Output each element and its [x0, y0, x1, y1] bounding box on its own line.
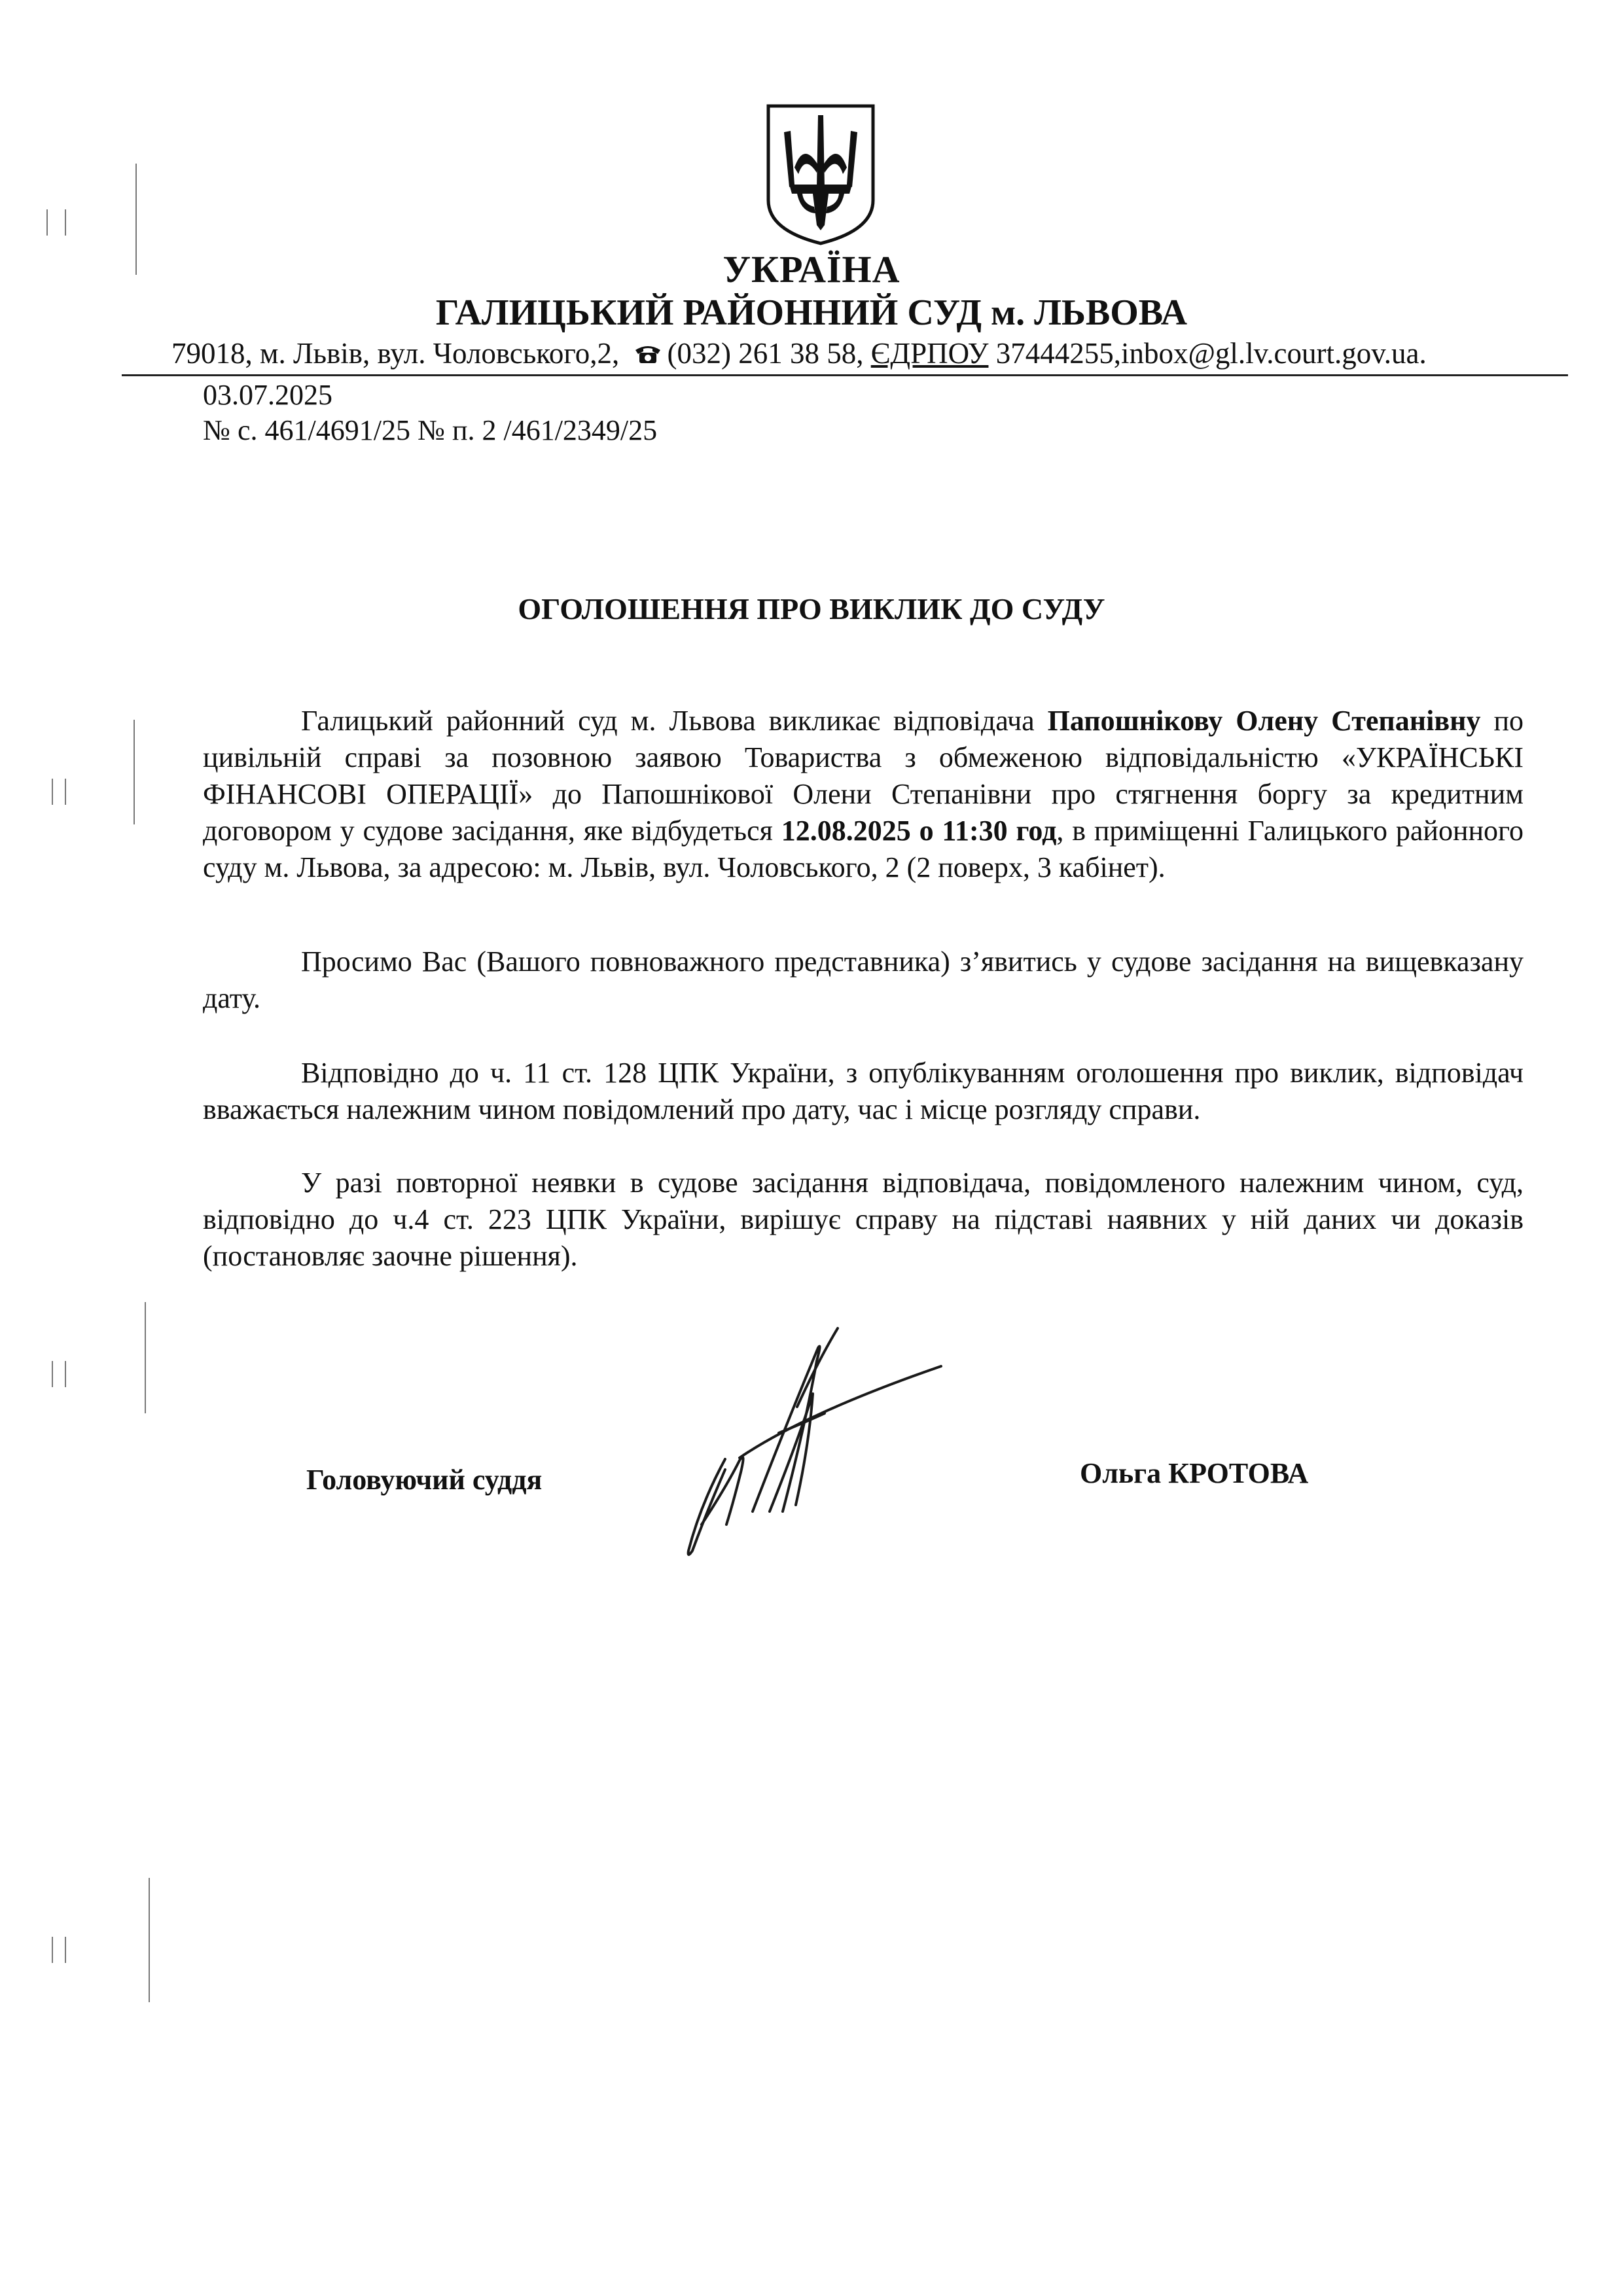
court-name-heading: ГАЛИЦЬКИЙ РАЙОННИЙ СУД м. ЛЬВОВА: [435, 292, 1188, 333]
header-divider: [122, 374, 1568, 376]
hearing-datetime: 12.08.2025 о 11:30 год: [781, 815, 1057, 847]
address-text: 79018, м. Львів, вул. Чоловського,2,: [171, 337, 627, 370]
case-number: № с. 461/4691/25 № п. 2 /461/2349/25: [203, 414, 658, 446]
paragraph-nonappearance: [203, 1165, 1524, 1275]
edrpou-label: ЄДРПОУ: [870, 337, 989, 370]
document-date: 03.07.2025: [203, 379, 332, 411]
p4-text: У разі повторної неявки в судове засідання відповідача, повідомленого належним чином, суд, відповідно до ч.4 ст. 223 ЦПК України, вирішує справу на підставі наявних у ній даних чи доказів (постановляє заочне рішення).: [203, 1167, 1524, 1272]
country-heading: УКРАЇНА: [722, 248, 901, 291]
defendant-name: Папошнікову Олену Степанівну: [1047, 705, 1481, 737]
paragraph-legal-basis: [203, 1055, 1524, 1128]
edrpou-email-text: 37444255,inbox@gl.lv.court.gov.ua.: [988, 337, 1427, 370]
phone-text: (032) 261 38 58,: [667, 337, 871, 370]
handwritten-signature: [641, 1315, 955, 1597]
p3-text: Відповідно до ч. 11 ст. 128 ЦПК України, з опублікуванням оголошення про виклик, відповідач вважається належним чином повідомлений про дату, час і місце розгляду справи.: [203, 1057, 1524, 1125]
judge-name: Ольга КРОТОВА: [1080, 1457, 1309, 1489]
court-address-line: [171, 336, 1427, 370]
presiding-judge-label: Головуючий суддя: [306, 1464, 543, 1496]
p2-text: Просимо Вас (Вашого повноважного представника) з’явитись у судове засідання на вищевказану дату.: [203, 945, 1524, 1014]
p1-text-b: по цивільній справі за позовною заявою Товариства з обмеженою відповідальністю «УКРАЇНСЬКІ ФІНАНСОВІ ОПЕРАЦІЇ» до Папошнікової Олени Степанівни про стягнення боргу за кредитним договором у судове засідання, яке відбудеться: [203, 705, 1524, 847]
scan-margin-marks: [0, 0, 170, 2296]
paragraph-summons: [203, 703, 1524, 886]
trident-coat-of-arms-icon: [764, 102, 877, 247]
p1-text-c: , в приміщенні Галицького районного суду м. Львова, за адресою: м. Львів, вул. Чоловського, 2 (2 поверх, 3 кабінет).: [203, 815, 1524, 883]
p1-text-a: Галицький районний суд м. Львова викликає відповідача: [301, 705, 1048, 737]
paragraph-request: [203, 944, 1524, 1017]
document-title: ОГОЛОШЕННЯ ПРО ВИКЛИК ДО СУДУ: [518, 592, 1105, 626]
telephone-icon: [633, 342, 663, 364]
